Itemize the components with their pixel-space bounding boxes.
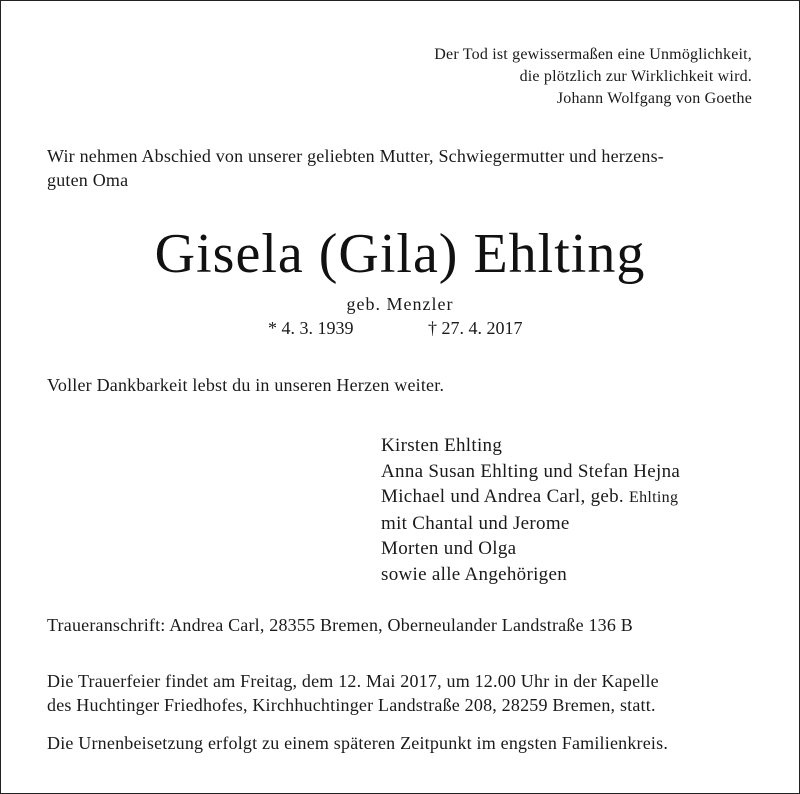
mourner-line: Anna Susan Ehlting und Stefan Hejna: [381, 460, 681, 482]
birth-date: * 4. 3. 1939: [268, 318, 354, 338]
mourner-line: Morten und Olga: [381, 538, 517, 559]
quote-line-1: Der Tod ist gewissermaßen eine Unmöglichkeit,: [434, 46, 752, 63]
quote-author: Johann Wolfgang von Goethe: [556, 90, 752, 107]
intro-line-1: Wir nehmen Abschied von unserer geliebten Mutter, Schwiegermutter und herzens-: [47, 146, 664, 166]
ceremony-line-2: des Huchtinger Friedhofes, Kirchhuchtinger Landstraße 208, 28259 Bremen, statt.: [47, 695, 656, 715]
mourner-line: Kirsten Ehlting: [381, 435, 503, 456]
urn-burial-note: Die Urnenbeisetzung erfolgt zu einem späteren Zeitpunkt im engsten Familienkreis.: [47, 733, 669, 753]
death-date: † 27. 4. 2017: [428, 318, 523, 338]
quote-line-2: die plötzlich zur Wirklichkeit wird.: [519, 68, 752, 85]
dedication: Voller Dankbarkeit lebst du in unseren Herzen weiter.: [47, 375, 445, 395]
mourner-line: sowie alle Angehörigen: [381, 563, 567, 585]
maiden-name: geb. Menzler: [346, 294, 454, 314]
mourners-list: [381, 433, 680, 587]
mourner-text: Michael und Andrea Carl, geb.: [381, 486, 624, 507]
intro-line-2: guten Oma: [47, 170, 129, 190]
deceased-name: Gisela (Gila) Ehlting: [154, 223, 646, 285]
mourner-line: mit Chantal und Jerome: [381, 512, 570, 534]
ceremony-line-1: Die Trauerfeier findet am Freitag, dem 12. Mai 2017, um 12.00 Uhr in der Kapelle: [47, 671, 659, 691]
mourner-line: [381, 484, 680, 511]
mourning-address: Traueranschrift: Andrea Carl, 28355 Bremen, Oberneulander Landstraße 136 B: [47, 615, 633, 635]
mourner-surname: Ehlting: [629, 489, 679, 506]
